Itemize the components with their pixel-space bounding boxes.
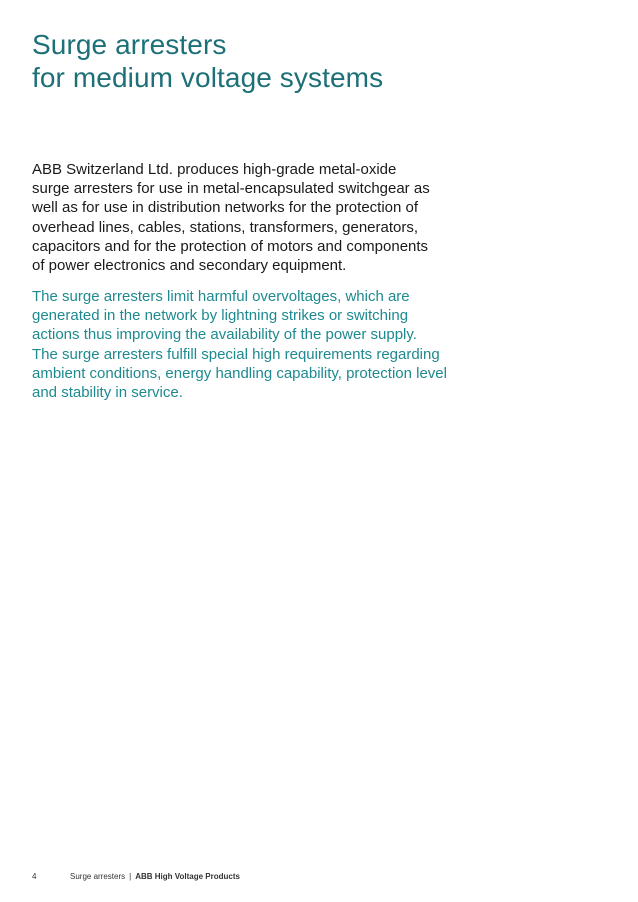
intro-line: overhead lines, cables, stations, transformers, generators, xyxy=(32,218,419,236)
intro-line: well as for use in distribution networks for the protection of xyxy=(32,199,419,217)
detail-line: generated in the network by lightning strikes or switching xyxy=(32,307,409,325)
detail-line: The surge arresters limit harmful overvoltages, which are xyxy=(32,288,410,305)
intro-line: ABB Switzerland Ltd. produces high-grade metal-oxide xyxy=(32,161,397,178)
intro-paragraph xyxy=(32,160,472,275)
page-title-line-2: for medium voltage systems xyxy=(32,62,384,93)
page-title-line-1: Surge arresters xyxy=(32,29,227,60)
detail-line: actions thus improving the availability of the power supply. xyxy=(32,326,417,344)
page-footer xyxy=(32,872,240,882)
detail-line: ambient conditions, energy handling capability, protection level xyxy=(32,364,447,382)
detail-line: The surge arresters fulfill special high requirements regarding xyxy=(32,345,440,363)
intro-line: capacitors and for the protection of motors and components xyxy=(32,237,429,255)
page-number: 4 xyxy=(32,872,37,881)
intro-line: of power electronics and secondary equipment. xyxy=(32,257,347,275)
detail-line: and stability in service. xyxy=(32,384,183,402)
footer-section: Surge arresters xyxy=(70,872,126,881)
page-title xyxy=(32,28,383,94)
footer-brand: ABB High Voltage Products xyxy=(135,872,240,881)
intro-line: surge arresters for use in metal-encapsulated switchgear as xyxy=(32,180,430,198)
detail-paragraph xyxy=(32,287,472,402)
footer-separator: | xyxy=(129,872,132,881)
